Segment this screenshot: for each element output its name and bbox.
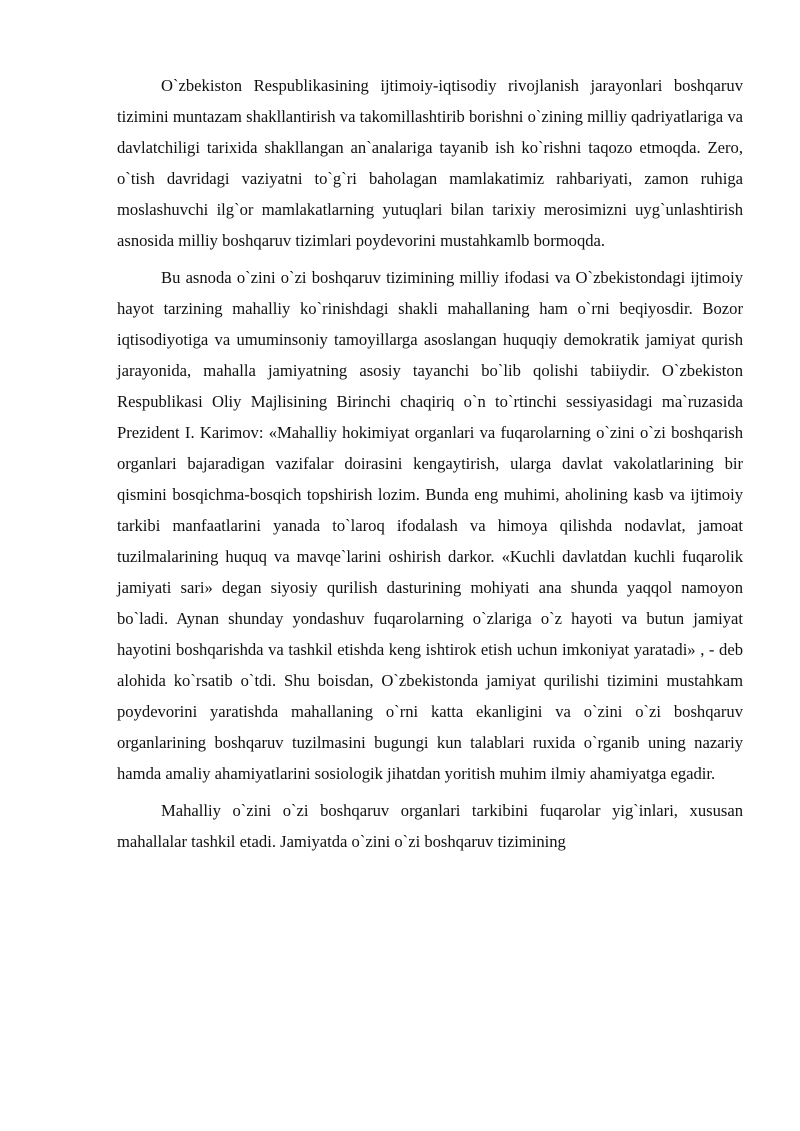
paragraph-1: O`zbekiston Respublikasining ijtimoiy-iqtisodiy rivojlanish jarayonlari boshqaruv tizimini muntazam shakllantirish va takomillashtirib borishni o`zining milliy qadriyatlariga va davlatchiligi tarixida shakllangan an`analariga tayanib ish ko`rishni taqozo etmoqda. Zero, o`tish davridagi vaziyatni to`g`ri baholagan mamlakatimiz rahbariyati, zamon ruhiga moslashuvchi ilg`or mamlakatlarning yutuqlari bilan tarixiy merosimizni uyg`unlashtirish asnosida milliy boshqaruv tizimlari poydevorini mustahkamlb bormoqda.	[117, 76, 743, 250]
paragraph-2: Bu asnoda o`zini o`zi boshqaruv tizimining milliy ifodasi va O`zbekistondagi ijtimoiy hayot tarzining mahalliy ko`rinishdagi shakli mahallaning ham o`rni beqiyosdir. Bozor iqtisodiyotiga va umuminsoniy tamoyillarga asoslangan huquqiy demokratik jamiyat qurish jarayonida, mahalla jamiyatning asosiy tayanchi bo`lib qolishi tabiiydir. O`zbekiston Respublikasi Oliy Majlisining Birinchi chaqiriq o`n to`rtinchi sessiyasidagi ma`ruzasida Prezident I. Karimov: «Mahalliy hokimiyat organlari va fuqarolarning o`zini o`zi boshqarish organlari bajaradigan vazifalar doirasini kengaytirish, ularga davlat vakolatlarining bir qismini bosqichma-bosqich topshirish lozim. Bunda eng muhimi, aholining kasb va ijtimoiy tarkibi manfaatlarini yanada to`laroq ifodalash va himoya qilishda nodavlat, jamoat tuzilmalarining huquq va mavqe`larini oshirish darkor. «Kuchli davlatdan kuchli fuqarolik jamiyati sari» degan siyosiy qurilish dasturining mohiyati ana shunda yaqqol namoyon bo`ladi. Aynan shunday yondashuv fuqarolarning o`zlariga o`z hayoti va butun jamiyat hayotini boshqarishda va tashkil etishda keng ishtirok etish uchun imkoniyat yaratadi» , - deb alohida ko`rsatib o`tdi. Shu boisdan, O`zbekistonda jamiyat qurilishi tizimini mustahkam poydevorini yaratishda mahallaning o`rni katta ekanligini va o`zini o`zi boshqaruv organlarining boshqaruv tuzilmasini bugungi kun talablari ruxida o`rganib uning nazariy hamda amaliy ahamiyatlarini sosiologik jihatdan yoritish muhim ilmiy ahamiyatga egadir.	[117, 268, 743, 783]
paragraph-3: Mahalliy o`zini o`zi boshqaruv organlari tarkibini fuqarolar yig`inlari, xususan mahallalar tashkil etadi. Jamiyatda o`zini o`zi boshqaruv tizimining	[117, 801, 743, 851]
document-page	[117, 70, 743, 863]
